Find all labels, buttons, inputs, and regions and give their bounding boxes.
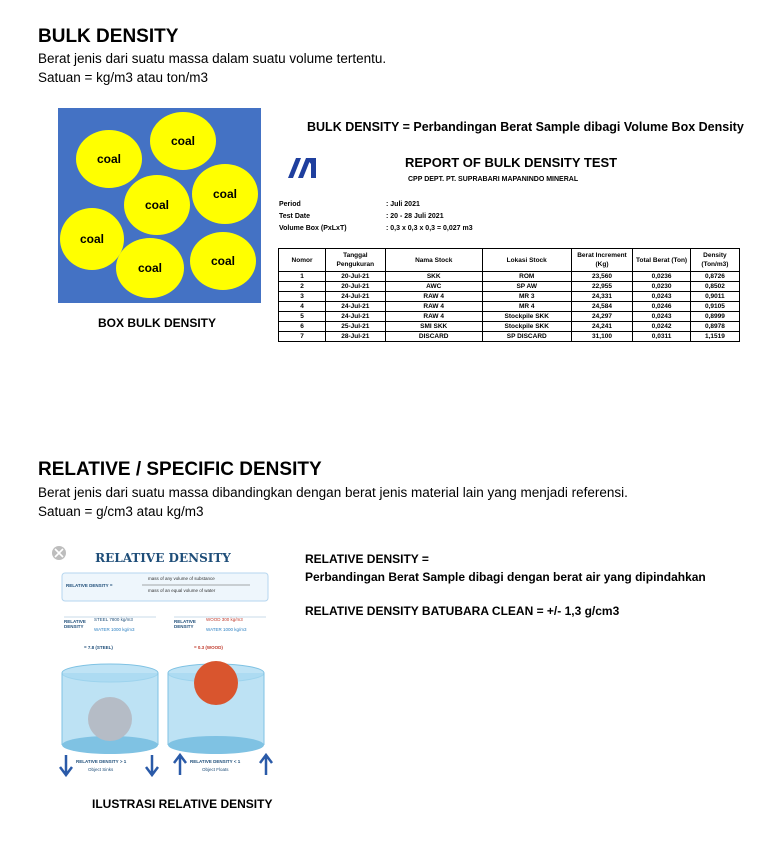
- relative-density-definition: Perbandingan Berat Sample dibagi dengan berat air yang dipindahkan: [305, 570, 706, 584]
- cell-tanggal: 24-Jul-21: [326, 292, 386, 302]
- cell-lokasi-stock: SP DISCARD: [482, 332, 571, 342]
- cell-berat-increment: 24,331: [571, 292, 633, 302]
- coal-circle: coal: [192, 164, 258, 224]
- cell-nama-stock: DISCARD: [385, 332, 482, 342]
- arrow-up-icon: [260, 755, 272, 775]
- illus-left-label: RELATIVE DENSITY: [64, 619, 86, 629]
- bulk-density-report-table: [278, 248, 740, 342]
- cell-lokasi-stock: ROM: [482, 272, 571, 282]
- table-row: [279, 302, 740, 312]
- table-header-row: [279, 249, 740, 272]
- cell-total-berat: 0,0242: [633, 322, 690, 332]
- relative-density-desc: Berat jenis dari suatu massa dibandingkan dengan berat jenis material lain yang menjadi referensi.: [38, 485, 628, 500]
- cell-berat-increment: 22,955: [571, 282, 633, 292]
- cell-density: 0,8726: [690, 272, 739, 282]
- arrow-down-icon: [146, 755, 158, 775]
- cell-tanggal: 24-Jul-21: [326, 302, 386, 312]
- cell-density: 1,1519: [690, 332, 739, 342]
- table-row: [279, 322, 740, 332]
- arrow-up-icon: [174, 755, 186, 775]
- cell-density: 0,8502: [690, 282, 739, 292]
- illus-right-numerator: WOOD 300 kg/m3: [206, 617, 243, 622]
- cell-tanggal: 24-Jul-21: [326, 312, 386, 322]
- cell-density: 0,8978: [690, 322, 739, 332]
- cell-lokasi-stock: SP AW: [482, 282, 571, 292]
- illus-right-bottom: RELATIVE DENSITY < 1: [190, 759, 241, 764]
- illus-right-bottom-sub: Object Floats: [202, 767, 229, 772]
- cell-total-berat: 0,0236: [633, 272, 690, 282]
- report-subtitle: CPP DEPT. PT. SUPRABARI MAPANINDO MINERAL: [408, 176, 579, 183]
- test-date-value: : 20 - 28 Juli 2021: [386, 213, 444, 220]
- coal-circle: coal: [190, 232, 256, 290]
- illus-heading: RELATIVE DENSITY: [95, 551, 231, 565]
- arrow-down-icon: [60, 755, 72, 775]
- cell-lokasi-stock: Stockpile SKK: [482, 322, 571, 332]
- cell-total-berat: 0,0246: [633, 302, 690, 312]
- coal-circle: coal: [150, 112, 216, 170]
- cell-tanggal: 28-Jul-21: [326, 332, 386, 342]
- cell-density: 0,8999: [690, 312, 739, 322]
- col-density: Density (Ton/m3): [690, 249, 739, 272]
- cell-nomor: 1: [279, 272, 326, 282]
- illus-right-denominator: WATER 1000 kg/m3: [206, 627, 247, 632]
- cell-nomor: 4: [279, 302, 326, 312]
- company-logo: [286, 156, 320, 182]
- relative-density-title: RELATIVE / SPECIFIC DENSITY: [38, 459, 322, 480]
- wood-ball-icon: [194, 661, 238, 705]
- illus-left-numerator: STEEL 7800 kg/m3: [94, 617, 133, 622]
- volume-value: : 0,3 x 0,3 x 0,3 = 0,027 m3: [386, 225, 473, 232]
- cell-tanggal: 25-Jul-21: [326, 322, 386, 332]
- cell-total-berat: 0,0230: [633, 282, 690, 292]
- cell-nama-stock: SKK: [385, 272, 482, 282]
- cell-nomor: 6: [279, 322, 326, 332]
- cell-nama-stock: AWC: [385, 282, 482, 292]
- bulk-density-definition: BULK DENSITY = Perbandingan Berat Sample dibagi Volume Box Density: [307, 120, 744, 134]
- test-date-label: Test Date: [279, 213, 310, 220]
- bulk-density-unit: Satuan = kg/m3 atau ton/m3: [38, 70, 208, 85]
- cell-tanggal: 20-Jul-21: [326, 282, 386, 292]
- col-total-berat: Total Berat (Ton): [633, 249, 690, 272]
- cell-berat-increment: 24,297: [571, 312, 633, 322]
- cell-total-berat: 0,0311: [633, 332, 690, 342]
- cell-nama-stock: RAW 4: [385, 302, 482, 312]
- bulk-density-title: BULK DENSITY: [38, 26, 179, 47]
- relative-density-illustration: [44, 545, 282, 785]
- table-row: [279, 312, 740, 322]
- coal-circle: coal: [116, 238, 184, 298]
- coal-circle: coal: [124, 175, 190, 235]
- cell-berat-increment: 24,241: [571, 322, 633, 332]
- cell-berat-increment: 31,100: [571, 332, 633, 342]
- illus-formula-label: RELATIVE DENSITY =: [66, 583, 113, 588]
- cell-total-berat: 0,0243: [633, 312, 690, 322]
- steel-ball-icon: [88, 697, 132, 741]
- cell-lokasi-stock: MR 4: [482, 302, 571, 312]
- box-bulk-density-caption: BOX BULK DENSITY: [98, 316, 217, 330]
- cell-nomor: 7: [279, 332, 326, 342]
- col-tanggal: Tanggal Pengukuran: [326, 249, 386, 272]
- cell-nomor: 2: [279, 282, 326, 292]
- cell-lokasi-stock: MR 3: [482, 292, 571, 302]
- report-title: REPORT OF BULK DENSITY TEST: [405, 155, 618, 170]
- col-berat-increment: Berat Increment (Kg): [571, 249, 633, 272]
- illustration-caption: ILUSTRASI RELATIVE DENSITY: [92, 797, 273, 811]
- illus-right-label: RELATIVE DENSITY: [174, 619, 196, 629]
- table-row: [279, 282, 740, 292]
- illus-left-bottom-sub: Object Sinks: [88, 767, 114, 772]
- cell-nomor: 5: [279, 312, 326, 322]
- cell-nama-stock: RAW 4: [385, 292, 482, 302]
- cell-nama-stock: RAW 4: [385, 312, 482, 322]
- table-row: [279, 272, 740, 282]
- cell-berat-increment: 23,560: [571, 272, 633, 282]
- relative-density-coal-value: RELATIVE DENSITY BATUBARA CLEAN = +/- 1,3 g/cm3: [305, 604, 620, 618]
- volume-label: Volume Box (PxLxT): [279, 225, 347, 232]
- relative-density-unit: Satuan = g/cm3 atau kg/m3: [38, 504, 204, 519]
- illus-formula-numerator: mass of any volume of substance: [148, 576, 215, 581]
- coal-circle: coal: [60, 208, 124, 270]
- cell-nomor: 3: [279, 292, 326, 302]
- cell-density: 0,9105: [690, 302, 739, 312]
- illus-right-result: = 0.3 (WOOD): [194, 645, 223, 650]
- cell-berat-increment: 24,584: [571, 302, 633, 312]
- col-nomor: Nomor: [279, 249, 326, 272]
- period-label: Period: [279, 201, 301, 208]
- illus-left-denominator: WATER 1000 kg/m3: [94, 627, 135, 632]
- cell-tanggal: 20-Jul-21: [326, 272, 386, 282]
- relative-density-def-label: RELATIVE DENSITY =: [305, 552, 429, 566]
- cell-total-berat: 0,0243: [633, 292, 690, 302]
- table-row: [279, 332, 740, 342]
- col-nama-stock: Nama Stock: [385, 249, 482, 272]
- col-lokasi-stock: Lokasi Stock: [482, 249, 571, 272]
- coal-circle: coal: [76, 130, 142, 188]
- illus-left-result: = 7.8 (STEEL): [84, 645, 113, 650]
- box-bulk-density-image: [58, 108, 261, 303]
- cell-nama-stock: SMI SKK: [385, 322, 482, 332]
- cell-density: 0,9011: [690, 292, 739, 302]
- table-row: [279, 292, 740, 302]
- illus-formula-denominator: mass of an equal volume of water: [148, 588, 216, 593]
- illus-left-bottom: RELATIVE DENSITY > 1: [76, 759, 127, 764]
- bulk-density-desc: Berat jenis dari suatu massa dalam suatu volume tertentu.: [38, 51, 387, 66]
- cell-lokasi-stock: Stockpile SKK: [482, 312, 571, 322]
- period-value: : Juli 2021: [386, 201, 420, 208]
